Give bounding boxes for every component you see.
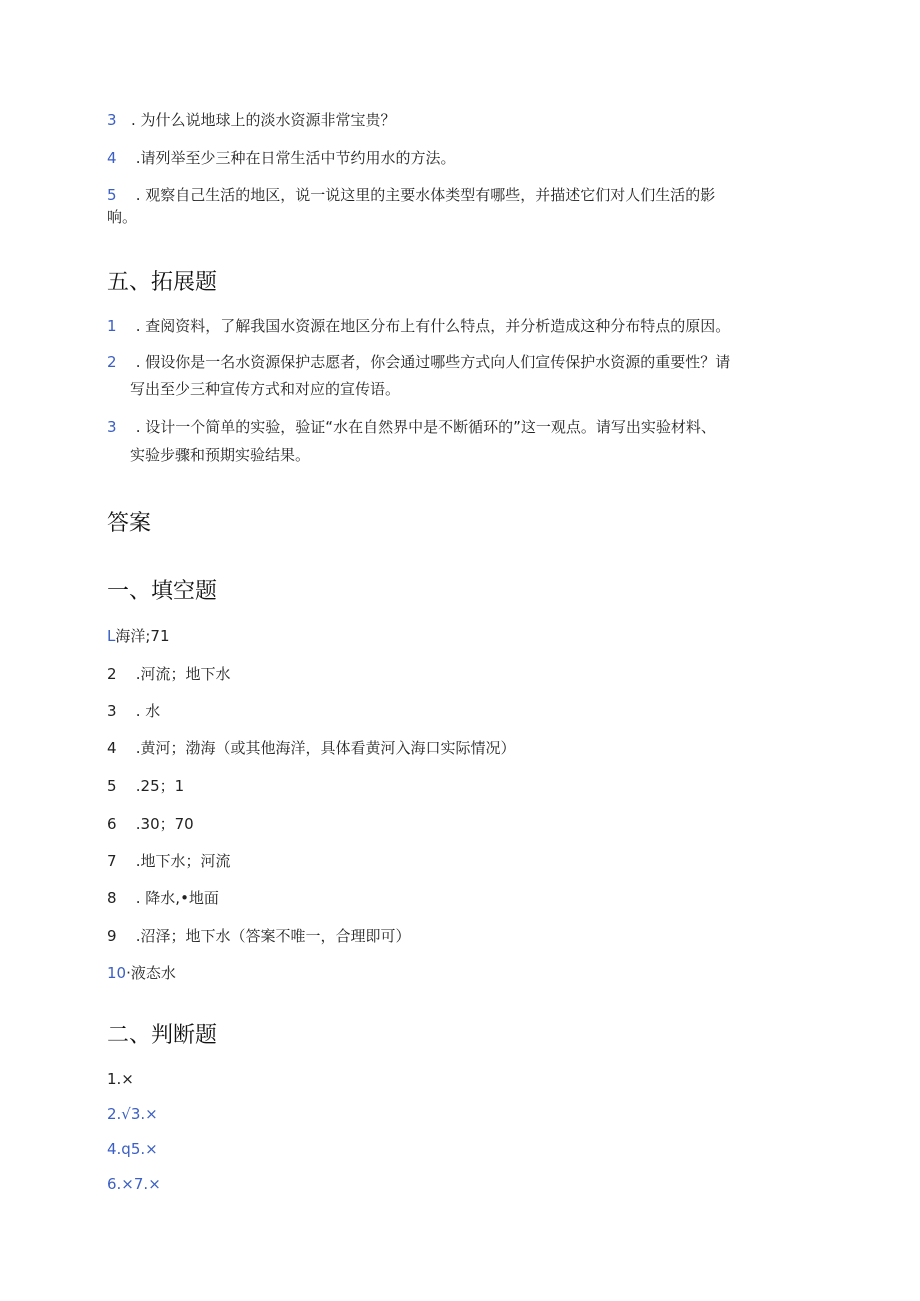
answer-text: ·液态水 — [126, 964, 176, 982]
answer-number: 6 — [107, 815, 117, 833]
answer-9 — [107, 926, 411, 946]
question-number: 3 — [107, 111, 117, 129]
answer-number: 8 — [107, 889, 117, 907]
answer-text: .30；70 — [131, 815, 194, 833]
question-text-continued: 实验步骤和预期实验结果。 — [130, 446, 311, 464]
question-number: 5 — [107, 186, 117, 204]
answer-number: 7 — [107, 852, 117, 870]
answer-6 — [107, 814, 194, 834]
answer-text: .黄河；渤海（或其他海洋，具体看黄河入海口实际情况） — [131, 739, 516, 757]
answer-text: .沼泽；地下水（答案不唯一，合理即可） — [131, 927, 411, 945]
question-text-continued: 写出至少三种宣传方式和对应的宣传语。 — [130, 380, 401, 398]
answer-text: .地下水；河流 — [131, 852, 231, 870]
judgment-answer-line: 2.√3.× — [107, 1105, 158, 1123]
answer-3 — [107, 701, 160, 721]
answers-title: 答案 — [107, 511, 152, 536]
question-number: 3 — [107, 418, 117, 436]
answer-7 — [107, 851, 231, 871]
answer-number: 9 — [107, 927, 117, 945]
answer-8 — [107, 888, 219, 908]
answer-text: . 水 — [131, 702, 161, 720]
answer-number: 10 — [107, 964, 127, 982]
answer-5 — [107, 776, 184, 796]
answer-number: 5 — [107, 777, 117, 795]
section-heading: 二、判断题 — [107, 1023, 218, 1048]
question-text: . 假设你是一名水资源保护志愿者，你会通过哪些方式向人们宣传保护水资源的重要性？请 — [131, 353, 731, 371]
question-text-continued: 响。 — [107, 208, 138, 226]
answer-text: .河流；地下水 — [131, 665, 231, 683]
extension-question-3 — [107, 417, 716, 437]
answer-number: 2 — [107, 665, 117, 683]
extension-question-2 — [107, 352, 730, 372]
answer-10 — [107, 963, 176, 983]
question-text: . 查阅资料，了解我国水资源在地区分布上有什么特点，并分析造成这种分布特点的原因。 — [131, 317, 731, 335]
question-number: 2 — [107, 353, 117, 371]
judgment-answer-line: 4.q5.× — [107, 1140, 158, 1158]
judgment-answer-line: 6.×7.× — [107, 1175, 161, 1193]
answer-number: 4 — [107, 739, 117, 757]
answer-text: . 降水,•地面 — [131, 889, 219, 907]
question-number: 1 — [107, 317, 117, 335]
answer-number: 3 — [107, 702, 117, 720]
answer-1 — [107, 626, 170, 646]
section-heading: 五、拓展题 — [107, 270, 218, 295]
question-number: 4 — [107, 149, 117, 167]
question-3 — [107, 110, 396, 130]
question-text: . 为什么说地球上的淡水资源非常宝贵？ — [131, 111, 396, 129]
answer-4 — [107, 738, 516, 758]
question-5 — [107, 185, 715, 205]
answer-text: 海洋;71 — [115, 627, 170, 645]
question-text: . 设计一个简单的实验，验证“水在自然界中是不断循环的”这一观点。请写出实验材料、 — [131, 418, 716, 436]
judgment-answer-line: 1.× — [107, 1070, 134, 1088]
question-text: .请列举至少三种在日常生活中节约用水的方法。 — [131, 149, 456, 167]
section-heading: 一、填空题 — [107, 579, 218, 604]
answer-2 — [107, 664, 231, 684]
answer-number: L — [107, 627, 116, 645]
extension-question-1 — [107, 316, 730, 336]
question-text: . 观察自己生活的地区，说一说这里的主要水体类型有哪些，并描述它们对人们生活的影 — [131, 186, 716, 204]
answer-text: .25；1 — [131, 777, 185, 795]
question-4 — [107, 148, 456, 168]
